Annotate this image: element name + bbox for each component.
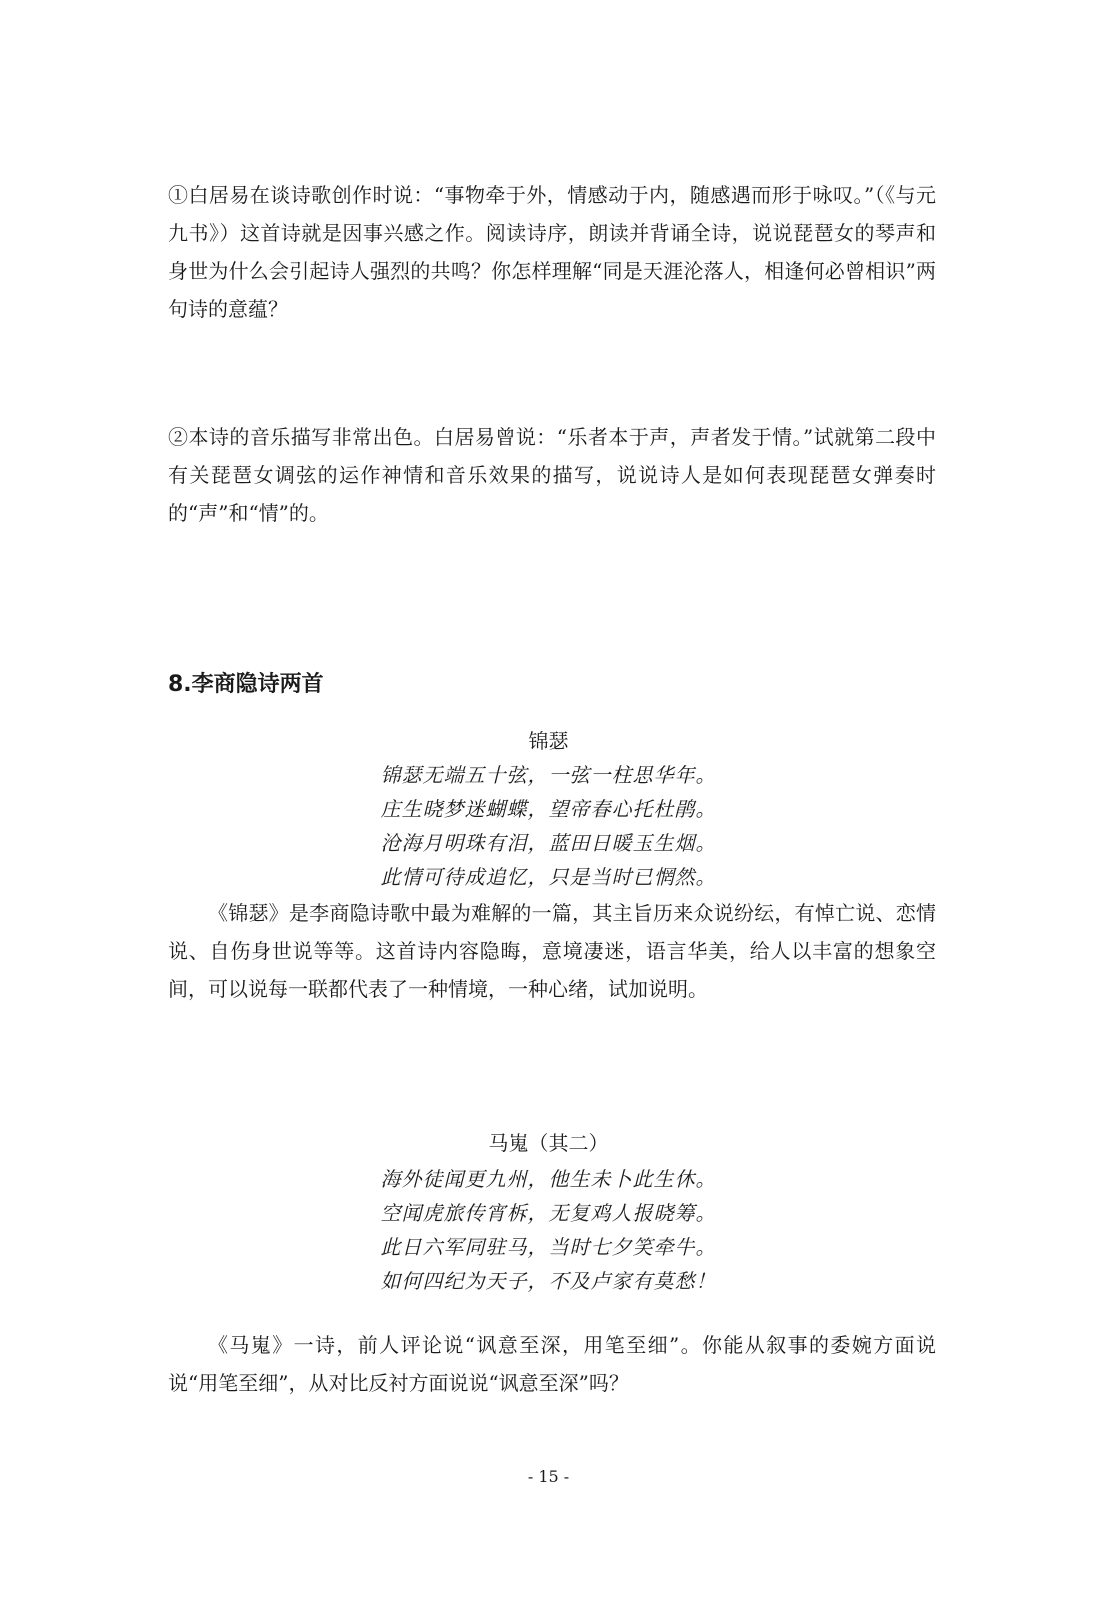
poem-line: 沧海月明珠有泪，蓝田日暖玉生烟。 bbox=[380, 831, 717, 855]
poem-line: 庄生晓梦迷蝴蝶，望帝春心托杜鹃。 bbox=[380, 797, 717, 821]
poem-line: 锦瑟无端五十弦，一弦一柱思华年。 bbox=[380, 763, 717, 787]
poem-title-mawei: 马嵬（其二） bbox=[488, 1131, 609, 1155]
poem-line: 海外徒闻更九州，他生未卜此生休。 bbox=[380, 1167, 717, 1191]
poem-line: 此情可待成追忆，只是当时已惘然。 bbox=[380, 865, 717, 889]
poem-title-jinse: 锦瑟 bbox=[528, 729, 569, 753]
question-2: ②本诗的音乐描写非常出色。白居易曾说：“乐者本于声，声者发于情。”试就第二段中有关琵琶女调弦的运作神情和音乐效果的描写，说说诗人是如何表现琵琶女弹奏时的“声”和“情”的。 bbox=[168, 425, 936, 525]
page-number: - 15 - bbox=[527, 1467, 570, 1486]
question-jinse: 《锦瑟》是李商隐诗歌中最为难解的一篇，其主旨历来众说纷纭，有悼亡说、恋情说、自伤身世说等等。这首诗内容隐晦，意境凄迷，语言华美，给人以丰富的想象空间，可以说每一联都代表了一种情境，一种心绪，试加说明。 bbox=[168, 901, 936, 1001]
question-1: ①白居易在谈诗歌创作时说：“事物牵于外，情感动于内，随感遇而形于咏叹。”（《与元九书》）这首诗就是因事兴感之作。阅读诗序，朗读并背诵全诗，说说琵琶女的琴声和身世为什么会引起诗人强烈的共鸣？你怎样理解“同是天涯沦落人，相逢何必曾相识”两句诗的意蕴？ bbox=[168, 183, 936, 321]
poem-line: 此日六军同驻马，当时七夕笑牵牛。 bbox=[380, 1235, 717, 1259]
section-heading: 8.李商隐诗两首 bbox=[168, 672, 324, 697]
poem-jinse bbox=[0, 758, 1097, 894]
poem-line: 如何四纪为天子，不及卢家有莫愁！ bbox=[380, 1269, 717, 1293]
question-mawei: 《马嵬》一诗，前人评论说“讽意至深，用笔至细”。你能从叙事的委婉方面说说“用笔至细”，从对比反衬方面说说“讽意至深”吗？ bbox=[168, 1333, 936, 1395]
poem-line: 空闻虎旅传宵柝，无复鸡人报晓筹。 bbox=[380, 1201, 717, 1225]
poem-mawei bbox=[0, 1162, 1097, 1298]
